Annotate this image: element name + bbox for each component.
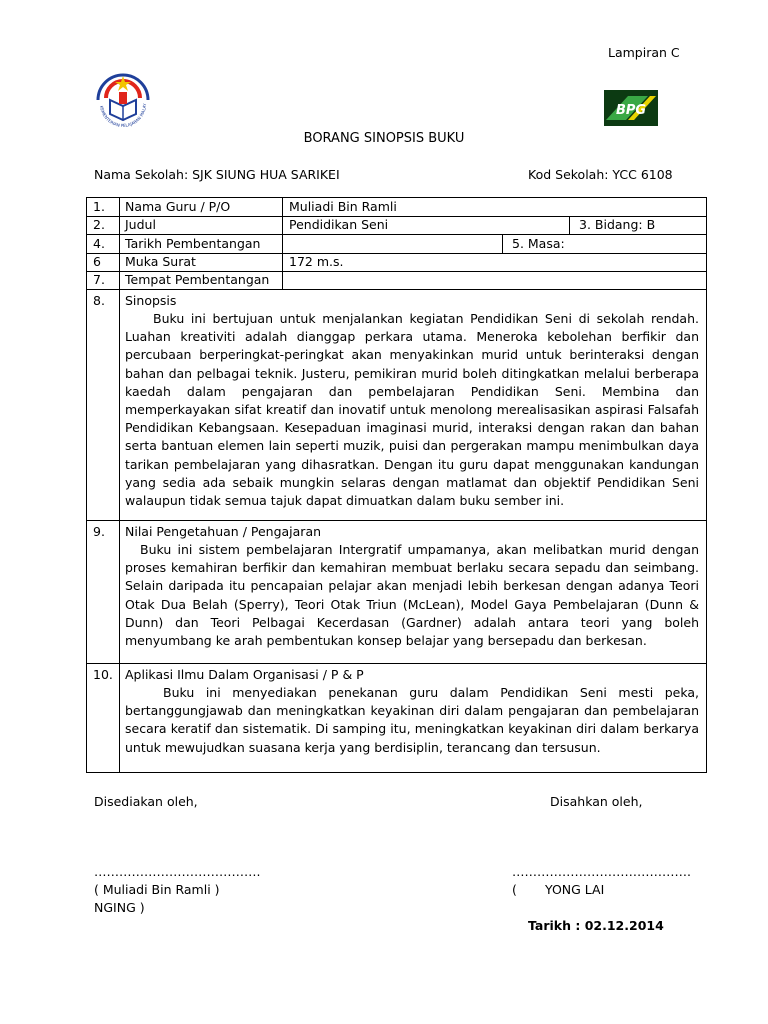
row-extra: 3. Bidang: B (579, 217, 656, 232)
school-name: Nama Sekolah: SJK SIUNG HUA SARIKEI (94, 167, 340, 182)
lampiran-label: Lampiran C (608, 45, 680, 60)
row-label: Muka Surat (125, 254, 196, 269)
row-value: Muliadi Bin Ramli (289, 199, 397, 214)
text-line: menyumbang ke arah pembentukan konsep belajar yang bersepadu dan berkesan. (125, 632, 647, 648)
section-number: 8. (93, 293, 105, 308)
text-line: tarikan pembelajaran yang dihasratkan. Dengan itu guru dapat menggunakan kandungan (125, 456, 699, 472)
ministry-logo (92, 70, 154, 132)
school-code: Kod Sekolah: YCC 6108 (528, 167, 673, 182)
table-rule (86, 289, 707, 290)
table-rule (86, 520, 707, 521)
values-text (125, 541, 699, 650)
table-rule (86, 197, 87, 772)
table-rule (569, 216, 570, 234)
table-rule (86, 772, 707, 773)
form-title: BORANG SINOPSIS BUKU (303, 131, 465, 146)
section-title: Aplikasi Ilmu Dalam Organisasi / P & P (125, 667, 364, 682)
signature-line-left: …………………………………. (94, 864, 261, 879)
table-rule (502, 234, 503, 253)
text-line: Dunn) dan Teori Pelbagai Kecerdasan (Gardner) adalah antara teori yang boleh (125, 614, 699, 630)
text-line: walaupun tidak semua tajuk dapat dimuatkan dalam buku sember ini. (125, 492, 565, 508)
row-label: Judul (125, 217, 156, 232)
bpg-logo-text: BPG (615, 103, 647, 118)
row-number: 6 (93, 254, 101, 269)
signature-line-right: ……………………………………. (512, 864, 691, 879)
text-line: secara keratif dan sistematik. Di samping itu, meningkatkan keyakinan diri dalam berkarya (125, 721, 699, 737)
row-label: Tempat Pembentangan (125, 272, 270, 287)
text-line: bertanggungjawab dan meningkatkan keyakinan diri dalam pengajaran dan pembelajaran (125, 703, 699, 719)
section-title: Sinopsis (125, 293, 177, 308)
approved-by-label: Disahkan oleh, (550, 794, 643, 809)
text-line: Pendidikan Kebangsaan. Kesepaduan imaginasi murid, interaksi dengan rakan dan bahan (125, 420, 699, 436)
row-number: 4. (93, 236, 105, 251)
preparer-name-continued: NGING ) (94, 900, 145, 915)
text-line: Buku ini sistem pembelajaran Intergratif umpamanya, akan melibatkan murid dengan (140, 542, 699, 557)
row-label: Nama Guru / P/O (125, 199, 231, 214)
row-extra: 5. Masa: (512, 236, 565, 251)
text-line: memperkayakan sifat kreatif dan inovatif untuk menolong merealisasikan aspirasi Falsafah (125, 401, 699, 417)
row-number: 2. (93, 217, 105, 232)
date-label: Tarikh : 02.12.2014 (528, 918, 664, 933)
text-line: serta bantuan elemen lain seperti muzik, puisi dan pergerakan mampu menimbulkan daya (125, 438, 699, 454)
section-number: 10. (93, 667, 113, 682)
text-line: Buku ini bertujuan untuk menjalankan kegiatan Pendidikan Seni di sekolah rendah. (153, 311, 699, 326)
table-rule (86, 663, 707, 664)
prepared-by-label: Disediakan oleh, (94, 794, 198, 809)
text-line: Otak Dua Belah (Sperry), Teori Otak Triun (McLean), Model Gaya Pembelajaran (Dunn & (125, 596, 699, 612)
table-rule (282, 197, 283, 289)
synopsis-text (125, 310, 699, 510)
table-rule (119, 197, 120, 772)
bpg-logo (604, 90, 658, 126)
text-line: Selain daripada itu pencapaian pelajar akan menjadi lebih berkesan dengan adanya Teori (125, 578, 699, 594)
text-line: Luahan kreativiti adalah dianggap perkara utama. Meneroka kebolehan berfikir dan (125, 329, 699, 345)
row-value: Pendidikan Seni (289, 217, 389, 232)
text-line: kaedah dalam pengajaran dan pembelajaran Pendidikan Seni. Membina dan (125, 383, 699, 399)
application-text (125, 684, 699, 757)
approver-paren: ( (512, 882, 517, 897)
section-number: 9. (93, 524, 105, 539)
preparer-name: ( Muliadi Bin Ramli ) (94, 882, 220, 897)
table-rule (706, 197, 707, 772)
row-label: Tarikh Pembentangan (125, 236, 261, 251)
row-number: 7. (93, 272, 105, 287)
section-title: Nilai Pengetahuan / Pengajaran (125, 524, 322, 539)
row-value: 172 m.s. (289, 254, 344, 269)
approver-name: YONG LAI (545, 882, 605, 897)
text-line: percubaan berperingkat-peringkat akan menyakinkan murid untuk berinteraksi dengan (125, 347, 699, 363)
text-line: yang sedia ada sebaik mungkin selaras dengan matlamat dan objektif Pendidikan Seni (125, 474, 699, 490)
text-line: bahan dan pelbagai teknik. Justeru, pemikiran murid boleh ditingkatkan melalui berberapa (125, 365, 699, 381)
ministry-logo-text: KEMENTERIAN PELAJARAN MALAY (99, 103, 148, 129)
text-line: Buku ini menyediakan penekanan guru dalam Pendidikan Seni mesti peka, (163, 685, 699, 700)
row-number: 1. (93, 199, 105, 214)
text-line: proses kemahiran berfikir dan kemahiran membuat berlaku secara sepadu dan seimbang. (125, 560, 699, 576)
text-line: untuk mewujudkan suasana kerja yang berdisiplin, terancang dan tersusun. (125, 739, 601, 755)
